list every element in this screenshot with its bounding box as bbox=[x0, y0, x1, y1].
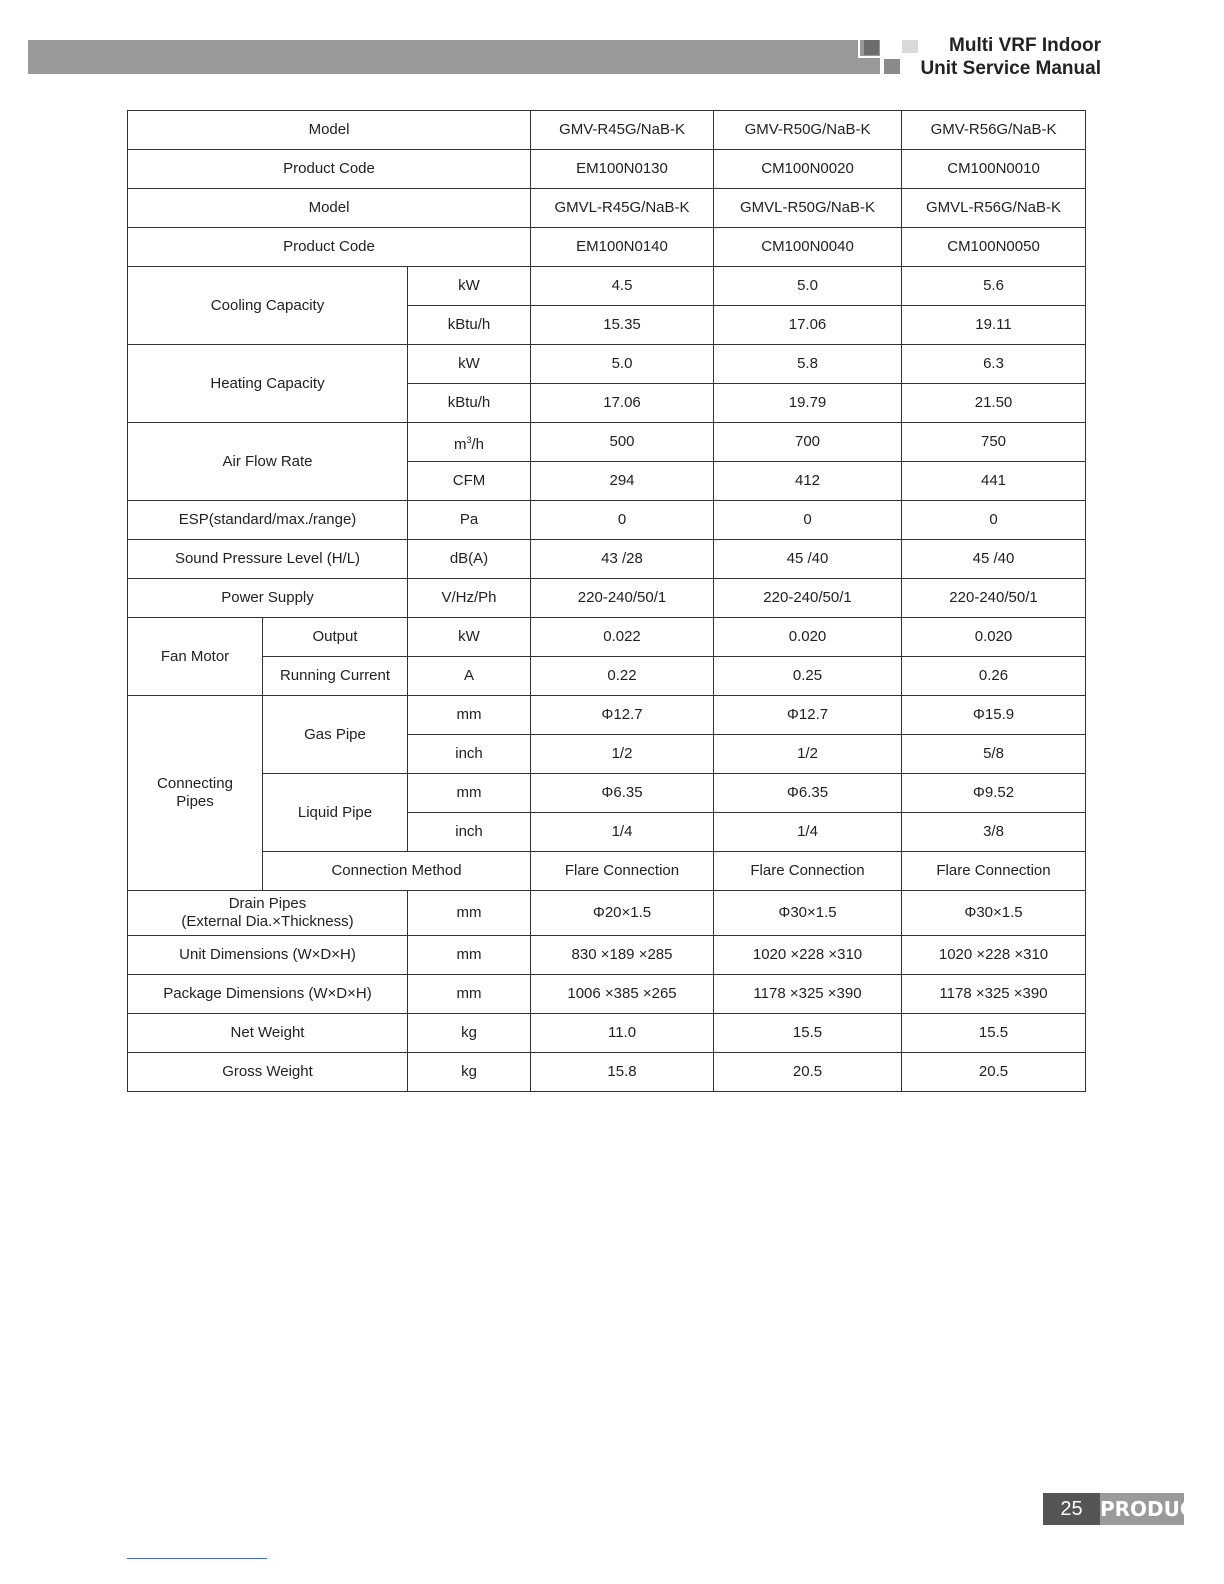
table-row bbox=[128, 891, 1086, 936]
value-cell: 11.0 bbox=[531, 1014, 714, 1053]
value-cell: Flare Connection bbox=[902, 852, 1086, 891]
unit-cell: A bbox=[408, 657, 531, 696]
package-dimensions-label: Package Dimensions (W×D×H) bbox=[128, 975, 408, 1014]
value-cell: 4.5 bbox=[531, 267, 714, 306]
product-code-label: Product Code bbox=[128, 150, 531, 189]
connection-method-label: Connection Method bbox=[263, 852, 531, 891]
table-row bbox=[128, 975, 1086, 1014]
value-cell: Φ30×1.5 bbox=[902, 891, 1086, 936]
product-code-cell: EM100N0140 bbox=[531, 228, 714, 267]
unit-cell: V/Hz/Ph bbox=[408, 579, 531, 618]
value-cell: Φ12.7 bbox=[714, 696, 902, 735]
model-cell: GMV-R45G/NaB-K bbox=[531, 111, 714, 150]
unit-cell: Pa bbox=[408, 501, 531, 540]
table-row bbox=[128, 936, 1086, 975]
esp-label: ESP(standard/max./range) bbox=[128, 501, 408, 540]
gas-pipe-label: Gas Pipe bbox=[263, 696, 408, 774]
value-cell: 220-240/50/1 bbox=[902, 579, 1086, 618]
model-cell: GMV-R56G/NaB-K bbox=[902, 111, 1086, 150]
unit-cell: kg bbox=[408, 1053, 531, 1092]
unit-per-hour: /h bbox=[471, 435, 485, 453]
product-code-cell: CM100N0010 bbox=[902, 150, 1086, 189]
value-cell: 0.26 bbox=[902, 657, 1086, 696]
table-row bbox=[128, 774, 1086, 813]
unit-cell bbox=[408, 423, 531, 462]
value-cell: Φ6.35 bbox=[531, 774, 714, 813]
model-cell: GMVL-R56G/NaB-K bbox=[902, 189, 1086, 228]
value-cell: 5.6 bbox=[902, 267, 1086, 306]
unit-cell: mm bbox=[408, 696, 531, 735]
value-cell: 0 bbox=[902, 501, 1086, 540]
value-cell: 0 bbox=[531, 501, 714, 540]
value-cell: Φ9.52 bbox=[902, 774, 1086, 813]
unit-cell: kW bbox=[408, 618, 531, 657]
unit-dimensions-label: Unit Dimensions (W×D×H) bbox=[128, 936, 408, 975]
value-cell: Flare Connection bbox=[714, 852, 902, 891]
value-cell: 45 /40 bbox=[714, 540, 902, 579]
page-number: 25 bbox=[1043, 1493, 1100, 1525]
table-row bbox=[128, 540, 1086, 579]
table-row bbox=[128, 1014, 1086, 1053]
value-cell: 750 bbox=[902, 423, 1086, 462]
value-cell: 43 /28 bbox=[531, 540, 714, 579]
document-title-line2: Unit Service Manual bbox=[920, 58, 1101, 79]
value-cell: 15.8 bbox=[531, 1053, 714, 1092]
value-cell: 1/4 bbox=[531, 813, 714, 852]
value-cell: 1/2 bbox=[714, 735, 902, 774]
header-bar bbox=[28, 40, 880, 74]
header-notch-h bbox=[858, 56, 880, 58]
net-weight-label: Net Weight bbox=[128, 1014, 408, 1053]
fan-current-label: Running Current bbox=[263, 657, 408, 696]
value-cell: 15.5 bbox=[902, 1014, 1086, 1053]
table-row bbox=[128, 423, 1086, 462]
table-row bbox=[128, 696, 1086, 735]
value-cell: 0.25 bbox=[714, 657, 902, 696]
value-cell: 0.022 bbox=[531, 618, 714, 657]
power-supply-label: Power Supply bbox=[128, 579, 408, 618]
product-code-cell: CM100N0050 bbox=[902, 228, 1086, 267]
value-cell: 220-240/50/1 bbox=[714, 579, 902, 618]
unit-cell: kW bbox=[408, 267, 531, 306]
document-title bbox=[920, 34, 1101, 80]
value-cell: 17.06 bbox=[714, 306, 902, 345]
unit-cell: mm bbox=[408, 936, 531, 975]
value-cell: 220-240/50/1 bbox=[531, 579, 714, 618]
connecting-pipes-label bbox=[128, 696, 263, 891]
value-cell: 45 /40 bbox=[902, 540, 1086, 579]
value-cell: 6.3 bbox=[902, 345, 1086, 384]
heating-capacity-label: Heating Capacity bbox=[128, 345, 408, 423]
value-cell: 0.020 bbox=[714, 618, 902, 657]
liquid-pipe-label: Liquid Pipe bbox=[263, 774, 408, 852]
drain-pipes-label bbox=[128, 891, 408, 936]
value-cell: 1020 ×228 ×310 bbox=[902, 936, 1086, 975]
table-row bbox=[128, 189, 1086, 228]
table-row bbox=[128, 345, 1086, 384]
model-label: Model bbox=[128, 189, 531, 228]
value-cell: Φ15.9 bbox=[902, 696, 1086, 735]
value-cell: Φ12.7 bbox=[531, 696, 714, 735]
value-cell: 294 bbox=[531, 462, 714, 501]
table-row bbox=[128, 228, 1086, 267]
unit-cell: kg bbox=[408, 1014, 531, 1053]
unit-cell: mm bbox=[408, 975, 531, 1014]
sound-pressure-label: Sound Pressure Level (H/L) bbox=[128, 540, 408, 579]
value-cell: 441 bbox=[902, 462, 1086, 501]
unit-cell: inch bbox=[408, 813, 531, 852]
value-cell: 1/4 bbox=[714, 813, 902, 852]
drain-pipes-line2: (External Dia.×Thickness) bbox=[181, 913, 354, 930]
product-code-cell: CM100N0020 bbox=[714, 150, 902, 189]
value-cell: 20.5 bbox=[902, 1053, 1086, 1092]
value-cell: 5/8 bbox=[902, 735, 1086, 774]
value-cell: 21.50 bbox=[902, 384, 1086, 423]
unit-cell: inch bbox=[408, 735, 531, 774]
product-code-cell: CM100N0040 bbox=[714, 228, 902, 267]
value-cell: 15.5 bbox=[714, 1014, 902, 1053]
value-cell: 5.8 bbox=[714, 345, 902, 384]
fan-motor-label: Fan Motor bbox=[128, 618, 263, 696]
value-cell: 19.79 bbox=[714, 384, 902, 423]
unit-cell: kBtu/h bbox=[408, 306, 531, 345]
table-row bbox=[128, 501, 1086, 540]
value-cell: 0 bbox=[714, 501, 902, 540]
unit-m: m bbox=[453, 435, 467, 453]
spec-table bbox=[127, 110, 1086, 1092]
value-cell: 20.5 bbox=[714, 1053, 902, 1092]
unit-cell: mm bbox=[408, 774, 531, 813]
table-row bbox=[128, 111, 1086, 150]
model-label: Model bbox=[128, 111, 531, 150]
header-square-dark bbox=[864, 40, 879, 55]
drain-pipes-line1: Drain Pipes bbox=[228, 895, 307, 912]
value-cell: 700 bbox=[714, 423, 902, 462]
table-row bbox=[128, 657, 1086, 696]
connecting-pipes-line1: Connecting bbox=[157, 775, 233, 792]
fan-output-label: Output bbox=[263, 618, 408, 657]
connecting-pipes-line2: Pipes bbox=[176, 793, 214, 810]
section-label: PRODUCT bbox=[1100, 1493, 1184, 1525]
value-cell: 1006 ×385 ×265 bbox=[531, 975, 714, 1014]
unit-cell: kBtu/h bbox=[408, 384, 531, 423]
value-cell: 17.06 bbox=[531, 384, 714, 423]
header-square-light bbox=[902, 40, 918, 53]
gross-weight-label: Gross Weight bbox=[128, 1053, 408, 1092]
value-cell: Φ20×1.5 bbox=[531, 891, 714, 936]
table-row bbox=[128, 852, 1086, 891]
model-cell: GMVL-R45G/NaB-K bbox=[531, 189, 714, 228]
header-square-mid bbox=[884, 59, 900, 74]
product-code-label: Product Code bbox=[128, 228, 531, 267]
table-row bbox=[128, 267, 1086, 306]
value-cell: 830 ×189 ×285 bbox=[531, 936, 714, 975]
value-cell: Φ6.35 bbox=[714, 774, 902, 813]
value-cell: 412 bbox=[714, 462, 902, 501]
model-cell: GMV-R50G/NaB-K bbox=[714, 111, 902, 150]
value-cell: 0.020 bbox=[902, 618, 1086, 657]
cooling-capacity-label: Cooling Capacity bbox=[128, 267, 408, 345]
model-cell: GMVL-R50G/NaB-K bbox=[714, 189, 902, 228]
unit-cell: CFM bbox=[408, 462, 531, 501]
table-row bbox=[128, 579, 1086, 618]
unit-cell: mm bbox=[408, 891, 531, 936]
value-cell: 3/8 bbox=[902, 813, 1086, 852]
value-cell: 5.0 bbox=[714, 267, 902, 306]
value-cell: 1020 ×228 ×310 bbox=[714, 936, 902, 975]
unit-cell: dB(A) bbox=[408, 540, 531, 579]
footer-link-line bbox=[127, 1558, 267, 1559]
value-cell: 1/2 bbox=[531, 735, 714, 774]
value-cell: 15.35 bbox=[531, 306, 714, 345]
document-title-line1: Multi VRF Indoor bbox=[949, 35, 1101, 56]
unit-cell: kW bbox=[408, 345, 531, 384]
value-cell: 5.0 bbox=[531, 345, 714, 384]
table-row bbox=[128, 150, 1086, 189]
table-row bbox=[128, 1053, 1086, 1092]
unit-sup: 3 bbox=[466, 434, 472, 445]
air-flow-rate-label: Air Flow Rate bbox=[128, 423, 408, 501]
table-row bbox=[128, 618, 1086, 657]
value-cell: 500 bbox=[531, 423, 714, 462]
value-cell: 19.11 bbox=[902, 306, 1086, 345]
value-cell: Φ30×1.5 bbox=[714, 891, 902, 936]
value-cell: 1178 ×325 ×390 bbox=[902, 975, 1086, 1014]
product-code-cell: EM100N0130 bbox=[531, 150, 714, 189]
value-cell: Flare Connection bbox=[531, 852, 714, 891]
value-cell: 1178 ×325 ×390 bbox=[714, 975, 902, 1014]
value-cell: 0.22 bbox=[531, 657, 714, 696]
